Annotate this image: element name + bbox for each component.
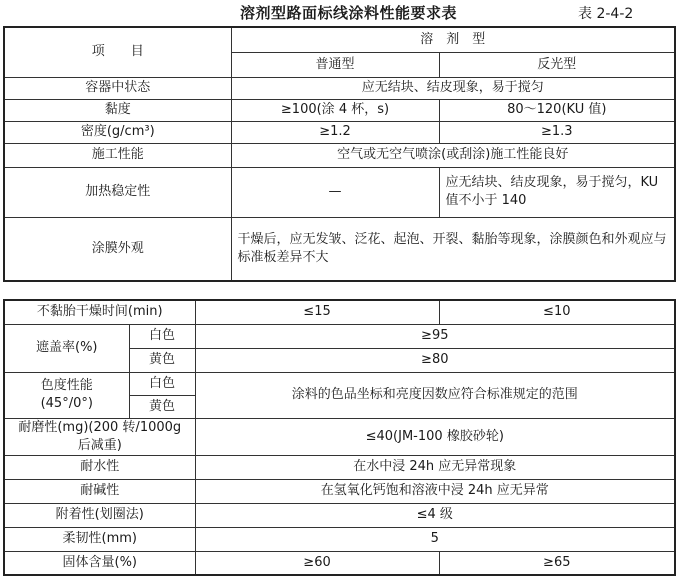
- row-name: 遮盖率(%): [4, 324, 129, 372]
- row-value: 空气或无空气喷涂(或刮涂)施工性能良好: [231, 143, 675, 167]
- row-name: [4, 372, 129, 418]
- table-row: [4, 300, 675, 324]
- header-solvent-type: 溶 剂 型: [231, 27, 675, 52]
- table-row: [4, 551, 675, 575]
- header-item: 项 目: [4, 27, 231, 77]
- table-row: [4, 143, 675, 167]
- color-name-angle: (45°/0°): [40, 396, 93, 411]
- row-name: 耐磨性(mg)(200 转/1000g 后减重): [4, 418, 195, 455]
- table-number: 表 2-4-2: [578, 6, 634, 22]
- row-reflective: 80～120(KU 值): [439, 99, 675, 121]
- row-reflective: ≥65: [439, 551, 675, 575]
- row-name: 涂膜外观: [4, 217, 231, 281]
- row-reflective: ≤10: [439, 300, 675, 324]
- table-row: [4, 479, 675, 503]
- color-name: 色度性能: [40, 378, 93, 393]
- table-row: [4, 503, 675, 527]
- row-normal: ≥1.2: [231, 121, 439, 143]
- row-name: 黏度: [4, 99, 231, 121]
- row-value: 干燥后，应无发皱、泛花、起泡、开裂、黏胎等现象，涂膜颜色和外观应与标准板差异不大: [231, 217, 675, 281]
- row-name: 加热稳定性: [4, 167, 231, 217]
- table-row: [4, 77, 675, 99]
- sub-label-white: 白色: [129, 372, 195, 395]
- row-value: ≥80: [195, 348, 675, 372]
- table-row: [4, 167, 675, 217]
- row-name: 柔韧性(mm): [4, 527, 195, 551]
- row-value: ≤40(JM-100 橡胶砂轮): [195, 418, 675, 455]
- table-row: [4, 372, 675, 395]
- header-reflective: 反光型: [439, 52, 675, 77]
- row-value: 在氢氧化钙饱和溶液中浸 24h 应无异常: [195, 479, 675, 503]
- row-value: 应无结块、结皮现象，易于搅匀: [231, 77, 675, 99]
- row-normal: ≥100(涂 4 杯，s): [231, 99, 439, 121]
- row-name: 容器中状态: [4, 77, 231, 99]
- table-row: [4, 527, 675, 551]
- header-normal: 普通型: [231, 52, 439, 77]
- sub-label-yellow: 黄色: [129, 395, 195, 418]
- table-row: [4, 455, 675, 479]
- row-reflective: ≥1.3: [439, 121, 675, 143]
- sub-label-white: 白色: [129, 324, 195, 348]
- row-name: 密度(g/cm³): [4, 121, 231, 143]
- table-row: [4, 99, 675, 121]
- row-value: 5: [195, 527, 675, 551]
- row-name: 施工性能: [4, 143, 231, 167]
- table-title-bar: [0, 2, 676, 24]
- row-value: 在水中浸 24h 应无异常现象: [195, 455, 675, 479]
- row-name: 耐碱性: [4, 479, 195, 503]
- row-reflective: 应无结块、结皮现象，易于搅匀，KU 值不小于 140: [439, 167, 675, 217]
- table-row: [4, 27, 675, 52]
- sub-label-yellow: 黄色: [129, 348, 195, 372]
- row-normal: ≤15: [195, 300, 439, 324]
- row-normal: —: [231, 167, 439, 217]
- row-name: 固体含量(%): [4, 551, 195, 575]
- upper-table: [3, 26, 676, 282]
- row-normal: ≥60: [195, 551, 439, 575]
- row-value: ≥95: [195, 324, 675, 348]
- table-row: [4, 121, 675, 143]
- table-title: 溶剂型路面标线涂料性能要求表: [240, 4, 458, 22]
- row-value: 涂料的色品坐标和亮度因数应符合标准规定的范围: [195, 372, 675, 418]
- row-value: ≤4 级: [195, 503, 675, 527]
- row-name: 耐水性: [4, 455, 195, 479]
- table-row: [4, 324, 675, 348]
- lower-table: [3, 299, 676, 576]
- table-row: [4, 217, 675, 281]
- row-name: 附着性(划圈法): [4, 503, 195, 527]
- table-row: [4, 418, 675, 455]
- row-name: 不黏胎干燥时间(min): [4, 300, 195, 324]
